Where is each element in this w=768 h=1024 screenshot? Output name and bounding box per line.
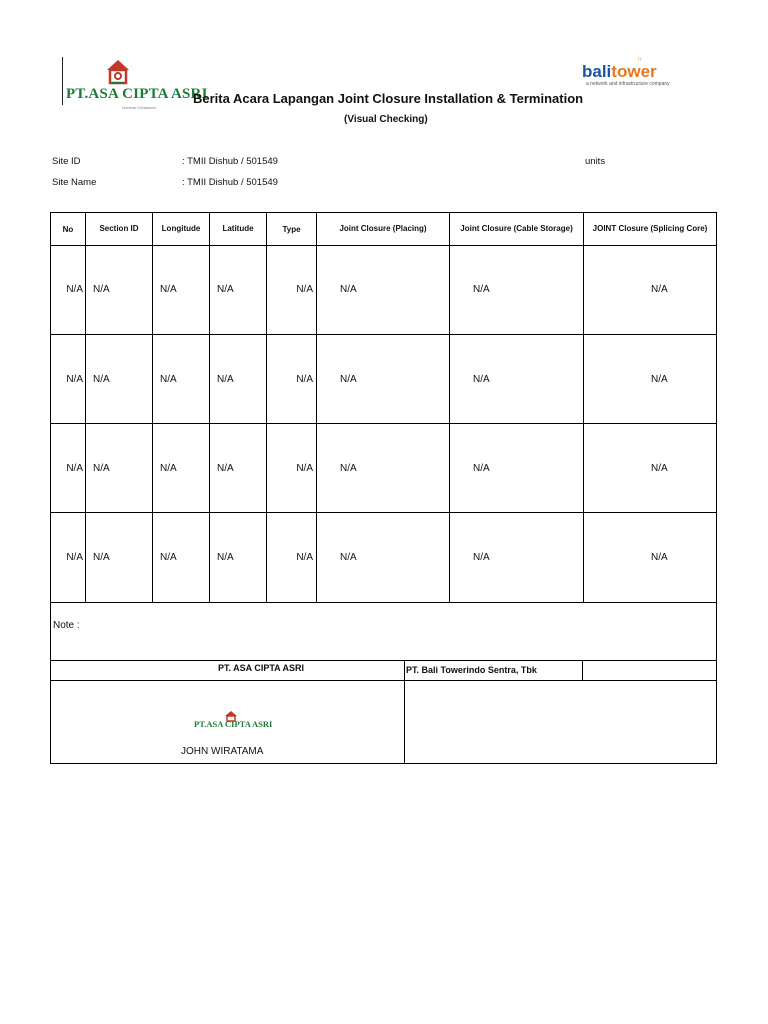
signature-party-2: PT. Bali Towerindo Sentra, Tbk [406,665,537,675]
table-cell: N/A [217,284,234,295]
table-cell: N/A [296,463,313,474]
signature-party-1: PT. ASA CIPTA ASRI [218,663,305,673]
table-cell: N/A [340,463,357,474]
table-cell-no: N/A [66,284,83,295]
table-cell: N/A [473,374,490,385]
row-divider [51,512,716,513]
column-divider [449,213,450,602]
page-subtitle: (Visual Checking) [344,114,428,125]
site-name-value: : TMII Dishub / 501549 [182,177,278,188]
table-cell: N/A [160,374,177,385]
table-cell: N/A [160,552,177,563]
column-header: Longitude [161,224,201,233]
table-cell-no: N/A [66,463,83,474]
column-header: Joint Closure (Placing) [339,224,427,233]
row-divider [51,423,716,424]
note-label: Note : [53,620,80,631]
company-logo [66,58,208,110]
table-cell: N/A [651,552,668,563]
table-cell: N/A [473,552,490,563]
client-logo [582,56,696,96]
table-cell: N/A [296,552,313,563]
column-header: JOINT Closure (Splicing Core) [592,224,708,233]
table-cell: N/A [340,374,357,385]
table-cell: N/A [93,374,110,385]
table-cell: N/A [217,374,234,385]
table-cell: N/A [93,284,110,295]
table-cell-no: N/A [66,374,83,385]
stamp-text: PT.ASA CIPTA ASRI [194,719,273,729]
table-cell-no: N/A [66,552,83,563]
column-divider [152,213,153,602]
table-cell: N/A [651,284,668,295]
checklist-table [50,212,717,764]
site-id-value: : TMII Dishub / 501549 [182,156,278,167]
table-cell: N/A [340,552,357,563]
company-logo-subtext: General Contractor [122,105,157,110]
table-cell: N/A [340,284,357,295]
table-cell: N/A [651,374,668,385]
client-logo-tagline: a network and infrastructure company [586,81,670,87]
client-logo-part2: tower [611,62,657,81]
company-logo-text: PT.ASA CIPTA ASRI [66,86,208,102]
note-divider [51,660,716,661]
signer-name: JOHN WIRATAMA [181,746,264,757]
company-stamp [194,709,274,735]
column-header: Type [282,225,301,234]
column-header: No [62,225,74,234]
client-logo-part1: bali [582,62,612,81]
table-cell: N/A [93,552,110,563]
units-label: units [585,156,606,167]
table-cell: N/A [160,284,177,295]
signature-header-divider [51,680,716,681]
column-divider [316,213,317,602]
page-title: Berita Acara Lapangan Joint Closure Installation & Termination [193,91,584,106]
column-header: Joint Closure (Cable Storage) [460,224,573,233]
site-name-label: Site Name [52,177,97,188]
table-cell: N/A [473,284,490,295]
table-cell: N/A [217,463,234,474]
wifi-signal-icon: ∩ [637,56,643,63]
table-cell: N/A [296,374,313,385]
column-divider [266,213,267,602]
table-cell: N/A [93,463,110,474]
column-divider [583,213,584,602]
site-id-label: Site ID [52,156,81,167]
table-cell: N/A [160,463,177,474]
signature-header-divider-right [582,660,583,680]
header-row-divider [51,245,716,246]
table-cell: N/A [651,463,668,474]
column-header: Section ID [99,224,139,233]
column-divider [85,213,86,602]
table-cell: N/A [296,284,313,295]
row-divider [51,334,716,335]
header-divider [62,57,63,105]
column-header: Latitude [222,224,254,233]
column-divider [209,213,210,602]
row-divider [51,602,716,603]
signature-divider [404,660,405,764]
table-cell: N/A [217,552,234,563]
table-cell: N/A [473,463,490,474]
house-logo-icon [66,58,178,88]
